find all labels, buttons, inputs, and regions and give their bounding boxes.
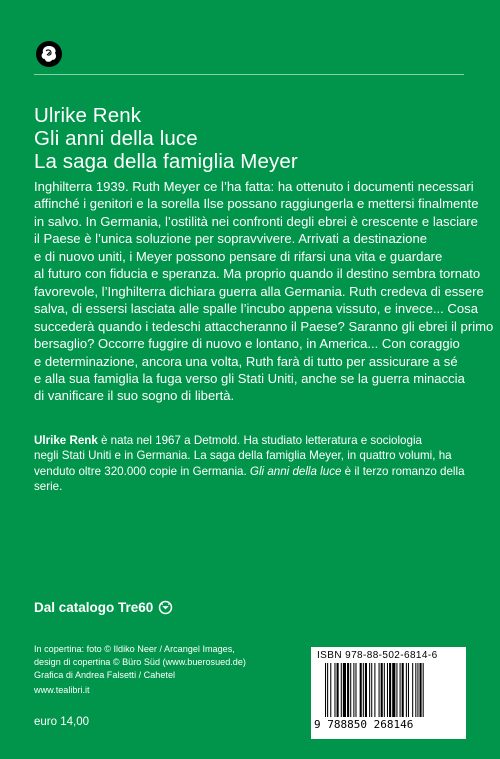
- blurb-line: favorevole, l’Inghilterra dichiara guerra alla Germania. Ruth credeva di essere: [34, 283, 484, 299]
- book-title: Gli anni della luce: [34, 127, 198, 150]
- barcode-bars: [325, 663, 455, 719]
- series-title: La saga della famiglia Meyer: [34, 150, 298, 173]
- cover-credits: [34, 643, 246, 682]
- bio-line: [34, 433, 474, 448]
- bio-book-title: Gli anni della luce: [249, 464, 342, 478]
- catalog-label: Dal catalogo Tre60: [34, 600, 154, 615]
- tre60-smile-icon: [158, 600, 173, 615]
- blurb-line: di vanificare il suo sogno di libertà.: [34, 388, 235, 404]
- bio-line: negli Stati Uniti e in Germania. La saga della famiglia Meyer, in quattro volumi, ha: [34, 449, 452, 463]
- blurb-line: bersaglio? Occorre fuggire di nuovo e lontano, in America... Con coraggio: [34, 336, 460, 352]
- blurb-line: Inghilterra 1939. Ruth Meyer ce l’ha fatta: ha ottenuto i documenti necessari: [34, 179, 474, 194]
- blurb-line: affinché i genitori e la sorella Ilse possano raggiungerla e mettersi finalmente: [34, 196, 479, 212]
- isbn-label: ISBN 978-88-502-6814-6: [317, 650, 438, 661]
- price: euro 14,00: [34, 716, 89, 728]
- blurb-line: succederà quando i tedeschi attaccheranno il Paese? Saranno gli ebrei il primo: [34, 318, 494, 334]
- bio-text: venduto oltre 320.000 copie in Germania.: [34, 464, 250, 478]
- credit-line: Grafica di Andrea Falsetti / Cahetel: [34, 670, 176, 680]
- bio-text: è il terzo romanzo della: [341, 464, 465, 478]
- website: www.tealibri.it: [34, 685, 90, 695]
- credit-line: design di copertina © Büro Süd (www.buerosued.de): [34, 657, 246, 667]
- bio-text: è nata nel 1967 a Detmold. Ha studiato letteratura e sociologia: [97, 434, 422, 447]
- blurb-line: al futuro con fiducia e speranza. Ma proprio quando il destino sembra tornato: [34, 266, 481, 282]
- top-divider: [34, 74, 464, 75]
- bio-author-name: Ulrike Renk: [34, 434, 98, 447]
- credit-line: In copertina: foto © Ildiko Neer / Arcangel Images,: [34, 644, 235, 654]
- rose-logo-icon: [35, 40, 63, 68]
- bio-line: [34, 464, 474, 479]
- bio-line: serie.: [34, 479, 63, 493]
- blurb-text: [34, 178, 494, 405]
- blurb-line: il Paese è l’unica soluzione per sopravvivere. Arrivati a destinazione: [34, 231, 428, 247]
- barcode-panel: [311, 647, 466, 739]
- author-name: Ulrike Renk: [34, 104, 142, 127]
- title-block: [34, 104, 298, 173]
- blurb-line: e alla sua famiglia la fuga verso gli Stati Uniti, anche se la guerra minaccia: [34, 370, 465, 386]
- barcode-digits: 9 788850 268146: [314, 718, 414, 731]
- catalog-line: [34, 600, 173, 615]
- blurb-line: e determinazione, ancora una volta, Ruth farà di tutto per assicurare a sé: [34, 353, 458, 369]
- blurb-line: e di nuovo uniti, i Meyer possono pensare di rifarsi una vita e guardare: [34, 248, 443, 264]
- author-bio: [34, 433, 474, 494]
- blurb-line: salva, di essersi lasciata alle spalle l’incubo appena vissuto, e invece... Cosa: [34, 301, 478, 317]
- blurb-line: in salvo. In Germania, l’ostilità nei confronti degli ebrei è crescente e lasciare: [34, 213, 478, 229]
